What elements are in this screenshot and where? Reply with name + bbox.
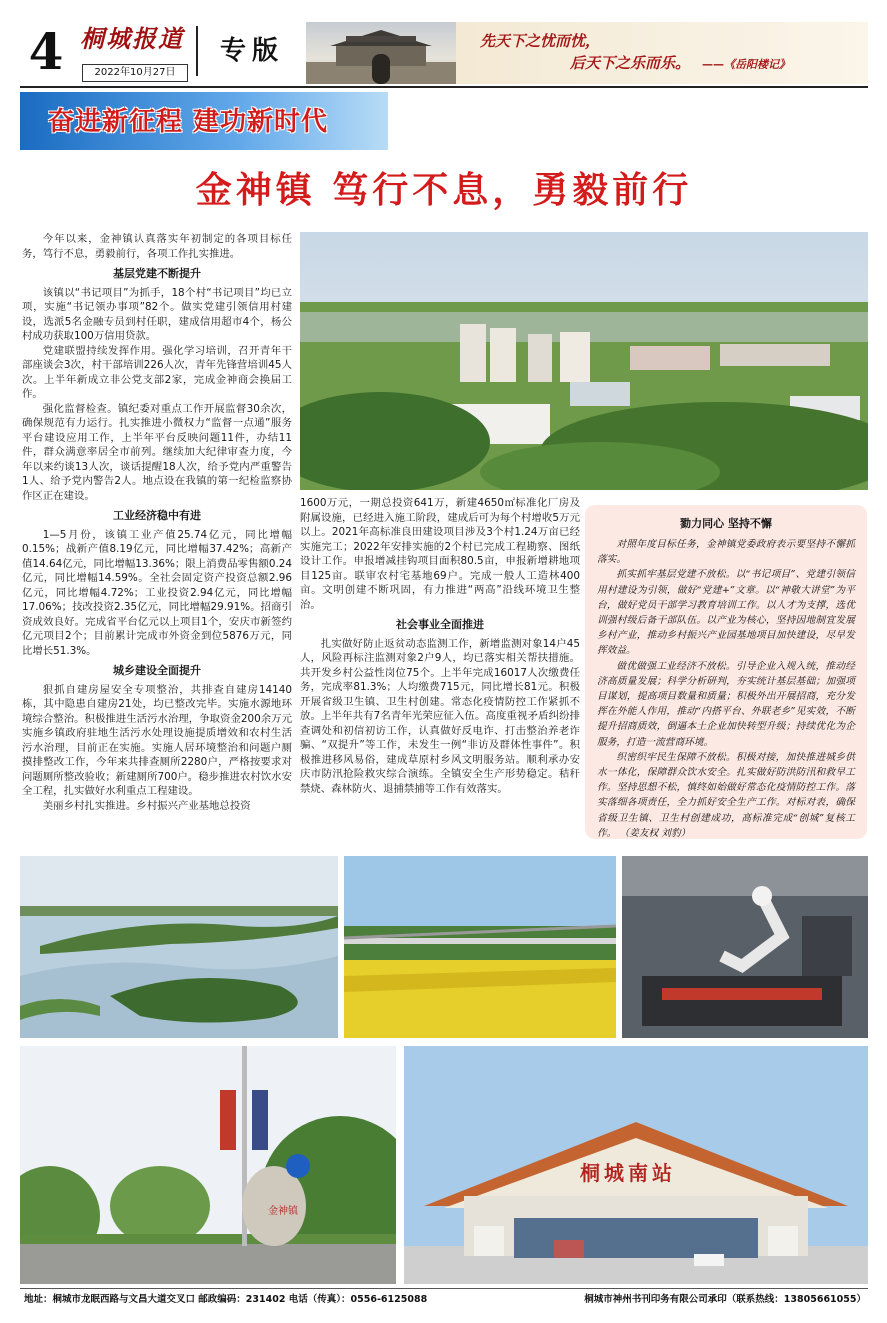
- subhead-industrial-economy: 工业经济稳中有进: [113, 509, 201, 522]
- paragraph: 该镇以“书记项目”为抓手，18个村“书记项目”均已立项，实施“书记领办事项”82个。做实党建引领信用村建设，选派5名金融专员到村任职，建成信用超市4个，杨公村成功获取100万信用贷款。: [22, 286, 292, 342]
- page-number: 4: [28, 22, 64, 81]
- article-column-2: [300, 496, 580, 840]
- masthead-rule: [20, 86, 868, 88]
- wetland-photo: [20, 856, 338, 1038]
- article-column-1: [22, 232, 292, 824]
- town-gateway-road-photo: [20, 1046, 396, 1284]
- paragraph: 对照年度目标任务，金神镇党委政府表示要坚持不懈抓落实。: [597, 539, 855, 566]
- banner-slogan: 奋进新征程 建功新时代: [48, 107, 329, 137]
- motto-line-2: [570, 52, 860, 72]
- paragraph: 党建联盟持续发挥作用。强化学习培训，召开青年干部座谈会3次，村干部培训226人次，青年先锋营培训45人次。上半年新成立非公党支部2家，完成金神商会换届工作。: [22, 344, 292, 400]
- sidebar-box: [585, 505, 867, 839]
- rapeseed-field-railway-photo: [344, 856, 616, 1038]
- subhead-social-affairs: 社会事业全面推进: [396, 618, 484, 631]
- tongcheng-south-station-photo: [404, 1046, 868, 1284]
- paragraph: 1600万元，一期总投资641万，新建4650㎡标准化厂房及附属设施，已经进入施工阶段，建成后可为每个村增收5万元以上。2021年高标准良田建设项目涉及3个村1.24万亩已经实施完工；2022年安排实施的2个村已完成工程勘察、图纸设计工作。申报增减挂钩项目面积80.5亩，申报新增耕地项目125亩。联审农村宅基地69户。完成一般人工造林400亩。文明创建不断巩固，有力推进“两高”沿线环境卫生整治。: [300, 497, 580, 611]
- byline: （姜友权 刘豹）: [619, 827, 691, 839]
- paragraph: [597, 750, 855, 839]
- paragraph: 扎实做好防止返贫动态监测工作，新增监测对象14户45人，风险再标注监测对象2户9人，均已落实相关帮扶措施。共开发乡村公益性岗位75个。上半年完成16017人次缴费任务，完成率81.3%；人均缴费715元，同比增长81元。积极开展省级卫生镇、卫生村创建。常态化疫情防控工作紧抓不放。上半年共有7名青年光荣应征入伍。高度重视矛盾纠纷排查调处和初信初访工作，认真做好反电诈、打击整治养老诈骗、“双提升”等工作，未发生一例“非访及群体性事件”。积极推进移风易俗，建成草原村乡风文明服务站。顺利承办安庆市防汛抢险救灾综合演练。全镇安全生产形势稳定。秸秆禁烧、森林防火、退捕禁捕等工作有效落实。: [300, 637, 580, 795]
- headline: 金神镇 笃行不息，勇毅前行: [195, 169, 693, 211]
- paragraph-text: 织密织牢民生保障不放松。积极对接，加快推进城乡供水一体化，保障群众饮水安全。扎实做好防洪防汛和救早工作。坚持思想不松，慎终如始做好常态化疫情防控工作。落实落细各项责任，全力抓好安全生产工作。对标对表，确保省级卫生镇、卫生村创建成功，高标准完成“创城”复核工作。: [597, 751, 855, 839]
- issue-date: 2022年10月27日: [82, 64, 188, 82]
- motto-line-1: 先天下之忧而忧，: [480, 32, 601, 50]
- paper-name-logo: 桐城报道: [80, 24, 184, 53]
- section-title: 专版: [196, 26, 308, 76]
- stone-inscription: 金神镇: [268, 1206, 298, 1217]
- paragraph: 狠抓自建房屋安全专项整治，共排查自建房14140栋，其中隐患自建房21处，均已整改完毕。实施水源地环境综合整治。积极推进生活污水治理，争取资金200余万元实施乡镇政府驻地生活污水处理设施提质增效和农村生活污水治理，目前正在实施。实施人居环境整治和问题户厕摸排整改工作，今年来共排查厕所2280户，严格按要求对问题厕所整改验收；新建厕所700户。稳步推进农村饮水安全工程，扎实做好水利重点工程建设。: [22, 683, 292, 797]
- paragraph: 强化监督检查。镇纪委对重点工作开展监督30余次，确保规范有力运行。扎实推进小微权力“监督一点通”服务平台建设应用工作，上半年平台反映问题11件，办结11件，群众满意率居全市前列。继续加大纪律审查力度，今年以来约谈13人次，谈话提醒18人次，给予党内严重警告1人、给予党内警告2人。地点设在我镇的第一纪检监察协作区正在建设。: [22, 402, 292, 502]
- intro-paragraph: 今年以来，金神镇认真落实年初制定的各项目标任务，笃行不息，勇毅前行，各项工作扎实推进。: [22, 233, 292, 260]
- footer-address: 地址：桐城市龙眠西路与文昌大道交叉口 邮政编码：231402 电话（传真）：0556-6125088: [24, 1294, 428, 1305]
- sidebar-title: 勠力同心 坚持不懈: [680, 517, 772, 530]
- footer-rule: [20, 1288, 868, 1289]
- subhead-party-building: 基层党建不断提升: [113, 267, 201, 280]
- motto-source: ——《岳阳楼记》: [702, 58, 791, 71]
- paragraph: 做优做强工业经济不放松。引导企业入规入统，推动经济高质量发展；科学分析研判，夯实统计基层基础；加强项目谋划，提高项目数量和质量；积极外出开展招商，充分发挥在外能人作用，推动“内搭平台、外联老乡”见实效，不断提升招商质效，倒逼本土企业加快转型升级；持续优化为企服务，打造一流营商环境。: [597, 660, 855, 748]
- paragraph: 美丽乡村扎实推进。乡村振兴产业基地总投资: [42, 799, 251, 812]
- industrial-robot-photo: [622, 856, 868, 1038]
- footer-printer: 桐城市神州书刊印务有限公司承印（联系热线：13805661055）: [584, 1294, 866, 1305]
- aerial-town-photo: [300, 232, 868, 490]
- motto-line-2-text: 后天下之乐而乐。: [570, 54, 691, 72]
- paragraph: 抓实抓牢基层党建不放松。以“书记项目”、党建引领信用村建设为引领，做好“党建+”文章。以“神敬大讲堂”为平台，做好党员干部学习教育培训工作。以人才为支撑，选优训强村级后备干部队伍。以产业为核心，坚持因地制宜发展乡村产业，推动乡村振兴产业园基地项目加快建设，尽早发挥效益。: [597, 569, 855, 657]
- subhead-urban-rural: 城乡建设全面提升: [113, 664, 201, 677]
- station-sign: 桐城南站: [580, 1161, 676, 1185]
- city-gate-image: [306, 22, 456, 84]
- paragraph: 1—5月份，该镇工业产值25.74亿元，同比增幅0.15%；战新产值8.19亿元，同比增幅37.42%；高新产值14.64亿元，同比增幅13.36%；限上消费品零售额0.24亿元，同比增幅14.59%。全社会固定资产投资总额2.96亿元，同比增幅4.72%；工业投资2.94亿元，同比增幅17.06%；技改投资2.35亿元，同比增幅29.91%。招商引资成效良好。完成省平台亿元以上项目1个，安庆市新签约亿元项目2个；目前累计完成市外资金到位5876万元，同比增长51.3%。: [22, 528, 292, 657]
